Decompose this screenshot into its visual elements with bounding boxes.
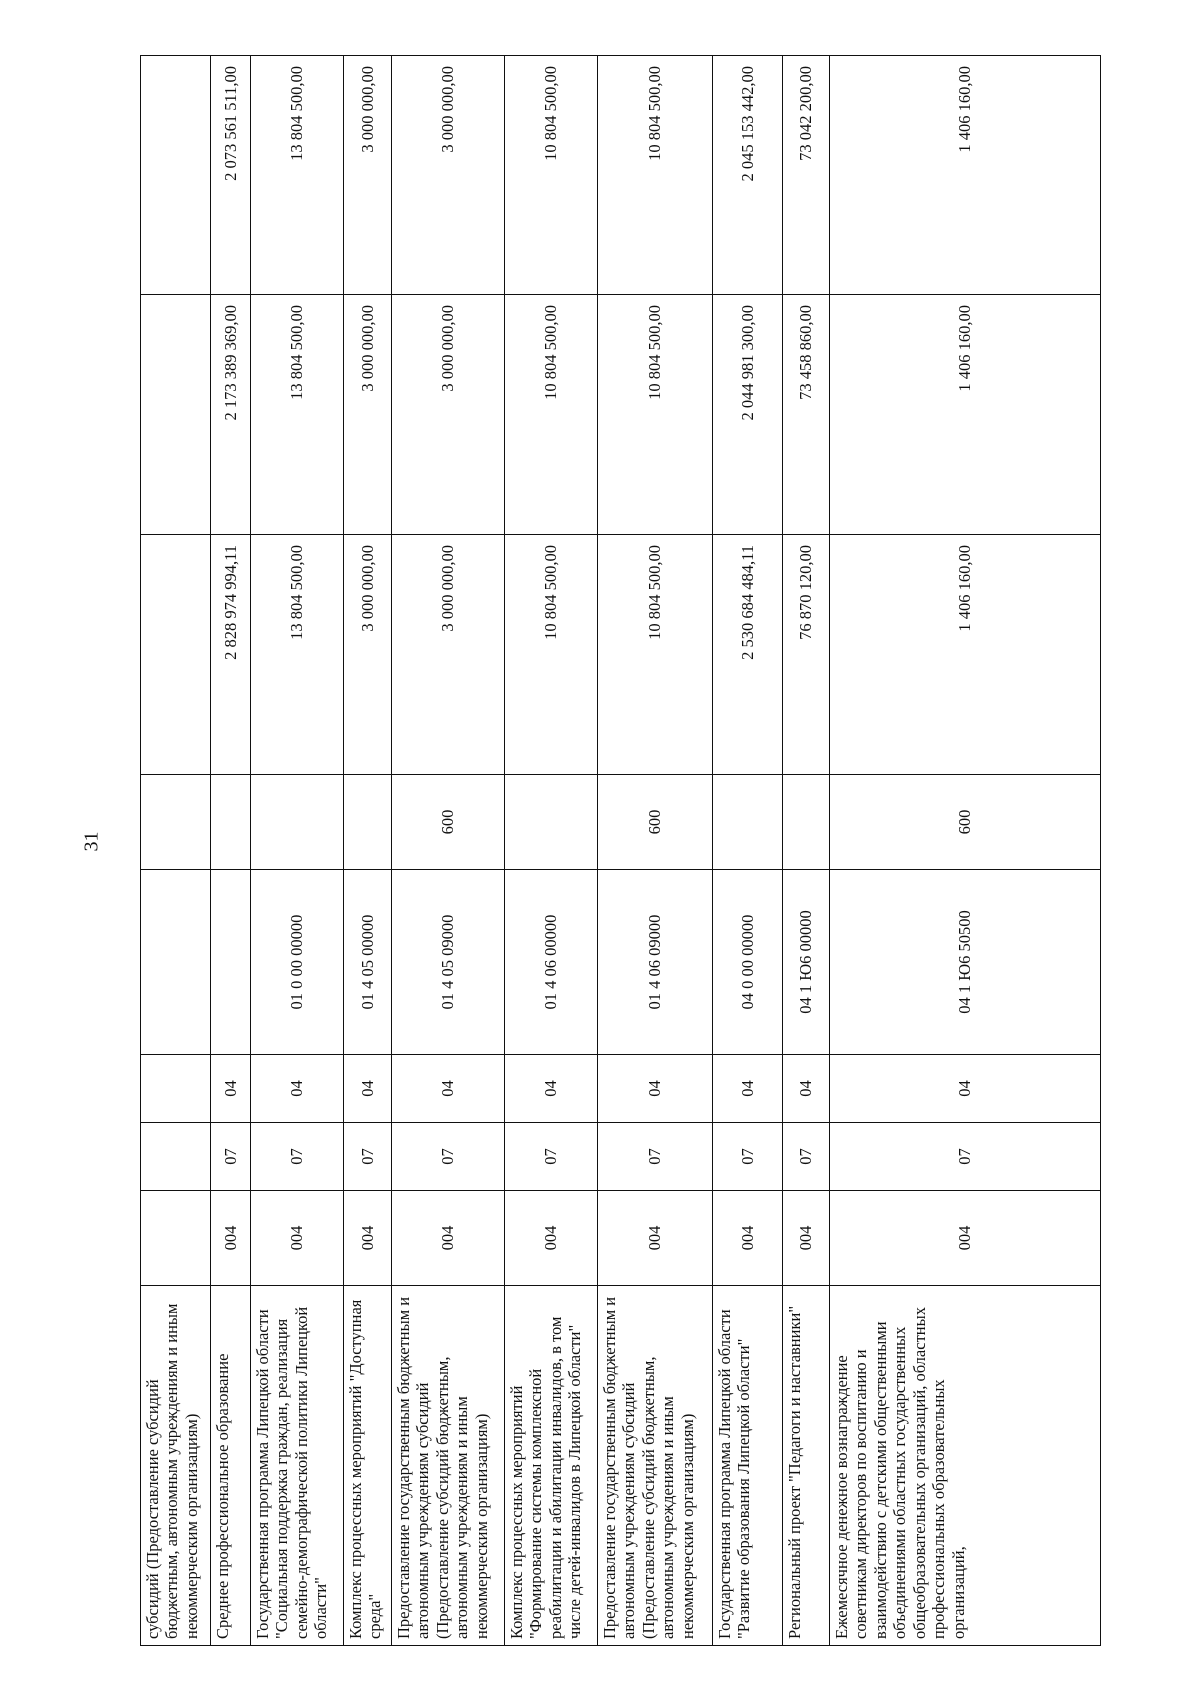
- table-row: [598, 56, 713, 1646]
- cell-sum-2: 3 000 000,00: [344, 295, 392, 535]
- row-name: Комплекс процессных мероприятий "Доступная среда": [344, 1286, 392, 1646]
- cell-sum-2: 10 804 500,00: [505, 295, 598, 535]
- cell-vr: 600: [830, 775, 1101, 870]
- cell-sum-2: [141, 295, 211, 535]
- cell-grbs: 004: [830, 1191, 1101, 1286]
- cell-vr: [141, 775, 211, 870]
- table-row: [783, 56, 830, 1646]
- cell-rz: 07: [505, 1123, 598, 1191]
- cell-pr: 04: [392, 1055, 505, 1123]
- row-name: Предоставление государственным бюджетным и автономным учреждениям субсидий (Предоставление субсидий бюджетным, автономным учреждениям и иным некоммерческим организациям): [392, 1286, 505, 1646]
- page-number: 31: [80, 831, 103, 852]
- cell-vr: [344, 775, 392, 870]
- cell-grbs: 004: [251, 1191, 344, 1286]
- cell-vr: [251, 775, 344, 870]
- cell-sum-2: 3 000 000,00: [392, 295, 505, 535]
- cell-rz: 07: [211, 1123, 251, 1191]
- cell-pr: 04: [598, 1055, 713, 1123]
- cell-sum-2: 2 044 981 300,00: [713, 295, 783, 535]
- cell-sum-3: 3 000 000,00: [392, 56, 505, 295]
- cell-rz: 07: [251, 1123, 344, 1191]
- table-row: [344, 56, 392, 1646]
- cell-vr: [211, 775, 251, 870]
- cell-sum-2: 73 458 860,00: [783, 295, 830, 535]
- cell-sum-1: 2 530 684 484,11: [713, 535, 783, 775]
- cell-csr: 01 4 05 09000: [392, 870, 505, 1055]
- budget-table: [140, 55, 1101, 1646]
- cell-sum-3: 2 073 561 511,00: [211, 56, 251, 295]
- cell-grbs: 004: [392, 1191, 505, 1286]
- cell-grbs: 004: [211, 1191, 251, 1286]
- cell-sum-1: 10 804 500,00: [505, 535, 598, 775]
- cell-rz: 07: [392, 1123, 505, 1191]
- cell-rz: 07: [830, 1123, 1101, 1191]
- cell-csr: 01 0 00 00000: [251, 870, 344, 1055]
- cell-sum-2: 2 173 389 369,00: [211, 295, 251, 535]
- cell-grbs: 004: [713, 1191, 783, 1286]
- cell-csr: [141, 870, 211, 1055]
- cell-grbs: 004: [783, 1191, 830, 1286]
- table-row: [251, 56, 344, 1646]
- table-row: [713, 56, 783, 1646]
- cell-grbs: 004: [598, 1191, 713, 1286]
- table-container: [140, 56, 1100, 1646]
- cell-csr: [211, 870, 251, 1055]
- cell-sum-2: 10 804 500,00: [598, 295, 713, 535]
- cell-sum-3: 10 804 500,00: [505, 56, 598, 295]
- table-row: [211, 56, 251, 1646]
- cell-rz: 07: [783, 1123, 830, 1191]
- cell-sum-3: 10 804 500,00: [598, 56, 713, 295]
- cell-grbs: [141, 1191, 211, 1286]
- cell-sum-1: 76 870 120,00: [783, 535, 830, 775]
- table-row: [505, 56, 598, 1646]
- cell-sum-1: [141, 535, 211, 775]
- row-name: Государственная программа Липецкой области "Социальная поддержка граждан, реализация семейно-демографической политики Липецкой области": [251, 1286, 344, 1646]
- cell-pr: 04: [251, 1055, 344, 1123]
- row-name: Региональный проект "Педагоги и наставники": [783, 1286, 830, 1646]
- cell-pr: 04: [344, 1055, 392, 1123]
- cell-vr: 600: [392, 775, 505, 870]
- row-name: субсидий (Предоставление субсидий бюджетным, автономным учреждениям и иным некоммерческим организациям): [141, 1286, 211, 1646]
- cell-grbs: 004: [344, 1191, 392, 1286]
- cell-sum-2: 1 406 160,00: [830, 295, 1101, 535]
- cell-pr: 04: [505, 1055, 598, 1123]
- table-row: [830, 56, 1101, 1646]
- table-row: [141, 56, 211, 1646]
- cell-sum-2: 13 804 500,00: [251, 295, 344, 535]
- cell-sum-1: 2 828 974 994,11: [211, 535, 251, 775]
- cell-csr: 01 4 06 00000: [505, 870, 598, 1055]
- cell-pr: 04: [211, 1055, 251, 1123]
- cell-grbs: 004: [505, 1191, 598, 1286]
- cell-sum-3: 2 045 153 442,00: [713, 56, 783, 295]
- cell-rz: [141, 1123, 211, 1191]
- cell-pr: 04: [830, 1055, 1101, 1123]
- table-row: [392, 56, 505, 1646]
- cell-sum-3: 13 804 500,00: [251, 56, 344, 295]
- cell-pr: [141, 1055, 211, 1123]
- cell-sum-1: 10 804 500,00: [598, 535, 713, 775]
- cell-vr: [713, 775, 783, 870]
- cell-csr: 04 1 Ю6 00000: [783, 870, 830, 1055]
- cell-csr: 04 1 Ю6 50500: [830, 870, 1101, 1055]
- cell-pr: 04: [713, 1055, 783, 1123]
- row-name: Комплекс процессных мероприятий "Формирование системы комплексной реабилитации и абилитации инвалидов, в том числе детей-инвалидов в Липецкой области": [505, 1286, 598, 1646]
- cell-pr: 04: [783, 1055, 830, 1123]
- cell-sum-3: [141, 56, 211, 295]
- cell-sum-3: 73 042 200,00: [783, 56, 830, 295]
- cell-rz: 07: [713, 1123, 783, 1191]
- cell-sum-1: 3 000 000,00: [344, 535, 392, 775]
- row-name: Предоставление государственным бюджетным и автономным учреждениям субсидий (Предоставление субсидий бюджетным, автономным учреждениям и иным некоммерческим организациям): [598, 1286, 713, 1646]
- cell-csr: 04 0 00 00000: [713, 870, 783, 1055]
- cell-csr: 01 4 06 09000: [598, 870, 713, 1055]
- cell-sum-3: 1 406 160,00: [830, 56, 1101, 295]
- cell-csr: 01 4 05 00000: [344, 870, 392, 1055]
- row-name: Ежемесячное денежное вознаграждение советникам директоров по воспитанию и взаимодействию с детскими общественными объединениями областных государственных общеобразовательных организаций, областных профессиональных образовательных организаций,: [830, 1286, 1101, 1646]
- cell-sum-1: 1 406 160,00: [830, 535, 1101, 775]
- cell-vr: 600: [598, 775, 713, 870]
- cell-sum-1: 13 804 500,00: [251, 535, 344, 775]
- row-name: Государственная программа Липецкой области "Развитие образования Липецкой области": [713, 1286, 783, 1646]
- cell-vr: [505, 775, 598, 870]
- row-name: Среднее профессиональное образование: [211, 1286, 251, 1646]
- cell-rz: 07: [344, 1123, 392, 1191]
- cell-rz: 07: [598, 1123, 713, 1191]
- cell-sum-3: 3 000 000,00: [344, 56, 392, 295]
- cell-sum-1: 3 000 000,00: [392, 535, 505, 775]
- cell-vr: [783, 775, 830, 870]
